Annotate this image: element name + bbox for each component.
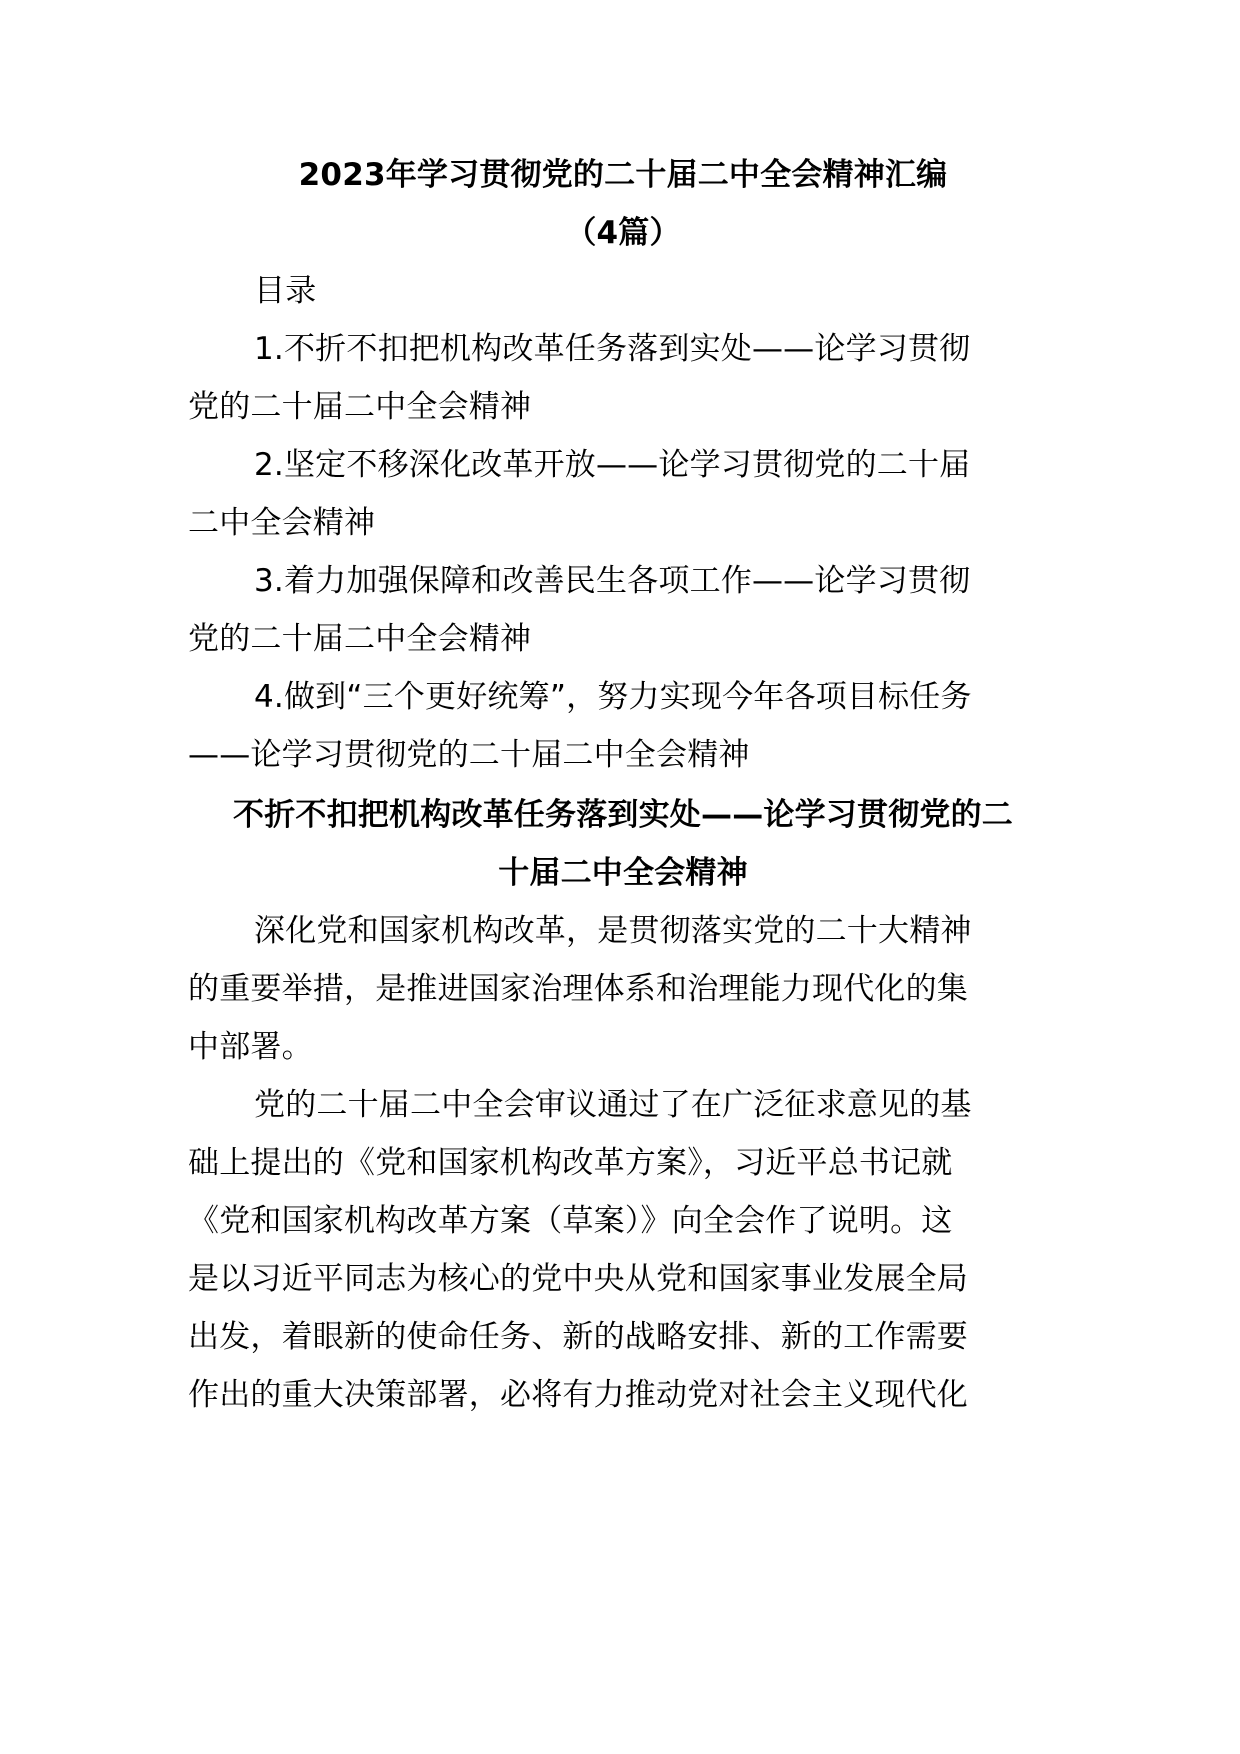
paragraph-1-line-3: 中部署。 bbox=[188, 1029, 313, 1065]
toc-item-4-line-1: 4.做到“三个更好统筹”，努力实现今年各项目标任务 bbox=[254, 679, 972, 715]
paragraph-2-line-5: 出发，着眼新的使命任务、新的战略安排、新的工作需要 bbox=[188, 1319, 968, 1355]
toc-item-2-line-1: 2.坚定不移深化改革开放——论学习贯彻党的二十届 bbox=[254, 447, 971, 483]
toc-item-4-line-2: ——论学习贯彻党的二十届二中全会精神 bbox=[188, 737, 750, 773]
article-heading-line-2: 十届二中全会精神 bbox=[498, 855, 748, 891]
paragraph-2-line-3: 《党和国家机构改革方案（草案）》向全会作了说明。这 bbox=[188, 1203, 953, 1239]
paragraph-2-line-1: 党的二十届二中全会审议通过了在广泛征求意见的基 bbox=[254, 1087, 972, 1123]
paragraph-2-line-4: 是以习近平同志为核心的党中央从党和国家事业发展全局 bbox=[188, 1261, 968, 1297]
toc-heading: 目录 bbox=[254, 273, 317, 309]
article-heading-line-1: 不折不扣把机构改革任务落到实处——论学习贯彻党的二 bbox=[233, 797, 1013, 833]
document-title-line-1: 2023年学习贯彻党的二十届二中全会精神汇编 bbox=[298, 157, 948, 193]
document-title-line-2: （4篇） bbox=[565, 215, 681, 251]
toc-item-3-line-1: 3.着力加强保障和改善民生各项工作——论学习贯彻 bbox=[254, 563, 971, 599]
toc-item-1-line-1: 1.不折不扣把机构改革任务落到实处——论学习贯彻 bbox=[254, 331, 971, 367]
document-page bbox=[188, 0, 1058, 1754]
toc-item-2-line-2: 二中全会精神 bbox=[188, 505, 376, 541]
paragraph-2-line-2: 础上提出的《党和国家机构改革方案》，习近平总书记就 bbox=[188, 1145, 953, 1181]
paragraph-2-line-6: 作出的重大决策部署，必将有力推动党对社会主义现代化 bbox=[188, 1377, 968, 1413]
paragraph-1-line-2: 的重要举措，是推进国家治理体系和治理能力现代化的集 bbox=[188, 971, 968, 1007]
toc-item-3-line-2: 党的二十届二中全会精神 bbox=[188, 621, 532, 657]
paragraph-1-line-1: 深化党和国家机构改革，是贯彻落实党的二十大精神 bbox=[254, 913, 972, 949]
toc-item-1-line-2: 党的二十届二中全会精神 bbox=[188, 389, 532, 425]
